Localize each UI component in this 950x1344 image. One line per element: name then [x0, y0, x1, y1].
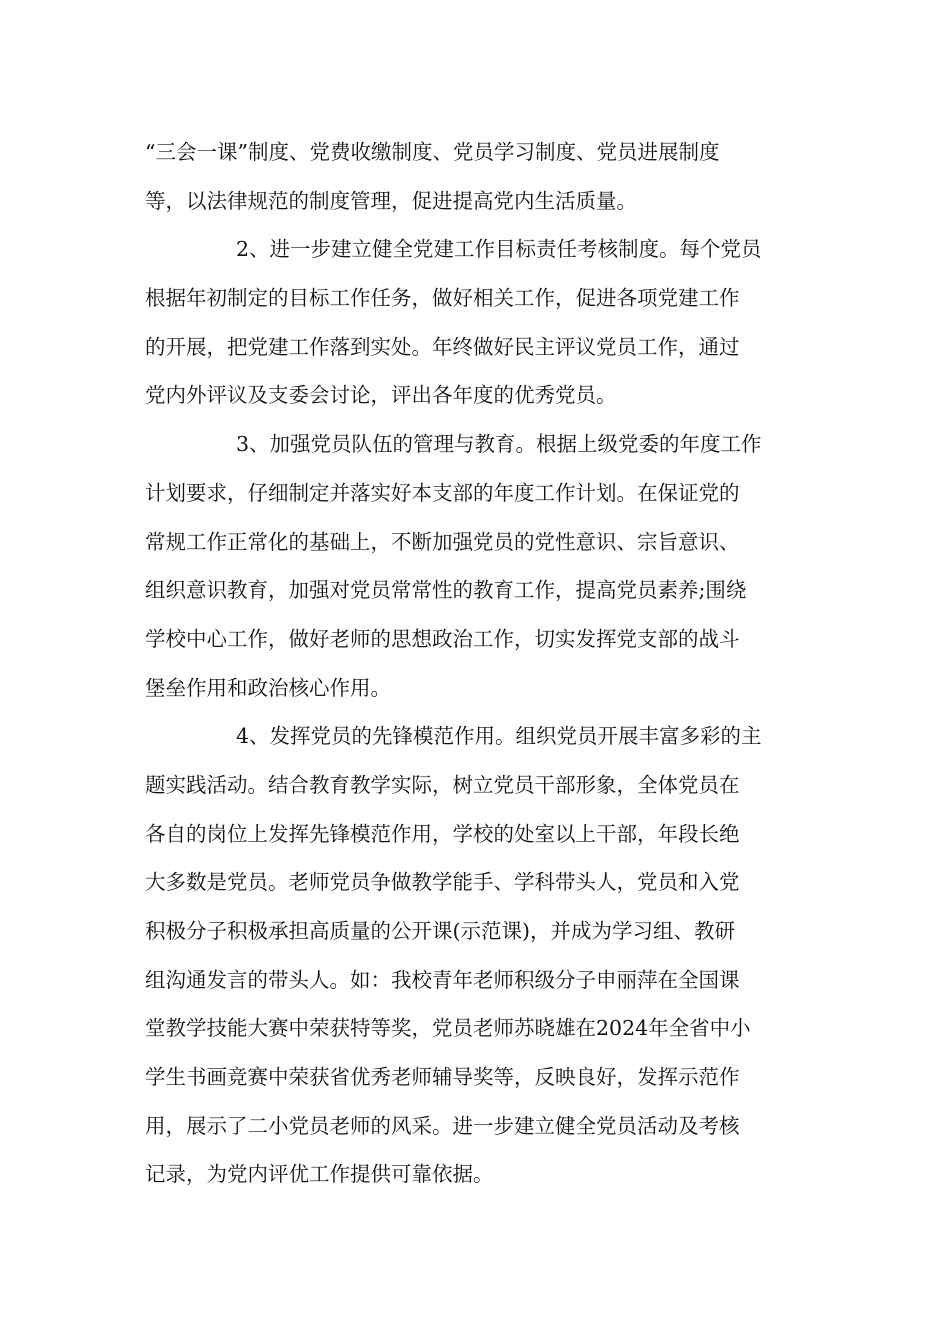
text-line: 党内外评议及支委会讨论，评出各年度的优秀党员。	[145, 383, 617, 408]
text-line: 题实践活动。结合教育教学实际，树立党员干部形象，全体党员在	[145, 772, 740, 797]
text-line: 堂教学技能大赛中荣获特等奖，党员老师苏晓雄在2024年全省中小	[145, 1016, 751, 1041]
text-line: 根据年初制定的目标工作任务，做好相关工作，促进各项党建工作	[145, 286, 740, 311]
text-line: 组织意识教育，加强对党员常常性的教育工作，提高党员素养;围绕	[145, 578, 747, 603]
text-line: 计划要求，仔细制定并落实好本支部的年度工作计划。在保证党的	[145, 480, 740, 505]
text-line: 各自的岗位上发挥先锋模范作用，学校的处室以上干部，年段长绝	[145, 821, 740, 846]
paragraph-first-line: 3、加强党员队伍的管理与教育。根据上级党委的年度工作	[236, 432, 762, 457]
text-line: 积极分子积极承担高质量的公开课(示范课)，并成为学习组、教研	[145, 919, 735, 943]
text-line: 大多数是党员。老师党员争做教学能手、学科带头人，党员和入党	[145, 870, 740, 895]
text-line: 组沟通发言的带头人。如：我校青年老师积级分子申丽萍在全国课	[145, 967, 740, 992]
text-line: 的开展，把党建工作落到实处。年终做好民主评议党员工作，通过	[145, 334, 740, 359]
text-line: 记录，为党内评优工作提供可靠依据。	[145, 1162, 494, 1187]
paragraph-first-line: 2、进一步建立健全党建工作目标责任考核制度。每个党员	[236, 237, 762, 262]
body-text	[145, 132, 813, 1203]
text-line: 堡垒作用和政治核心作用。	[145, 675, 391, 700]
text-line: 学校中心工作，做好老师的思想政治工作，切实发挥党支部的战斗	[145, 626, 740, 651]
text-line: 常规工作正常化的基础上，不断加强党员的党性意识、宗旨意识、	[145, 529, 740, 554]
text-line: 用，展示了二小党员老师的风采。进一步建立健全党员活动及考核	[145, 1113, 740, 1138]
text-line: 学生书画竞赛中荣获省优秀老师辅导奖等，反映良好，发挥示范作	[145, 1065, 740, 1090]
text-line: 等，以法律规范的制度管理，促进提高党内生活质量。	[145, 188, 637, 213]
text-line: “三会一课”制度、党费收缴制度、党员学习制度、党员进展制度	[145, 140, 720, 164]
paragraph-first-line: 4、发挥党员的先锋模范作用。组织党员开展丰富多彩的主	[236, 724, 762, 749]
